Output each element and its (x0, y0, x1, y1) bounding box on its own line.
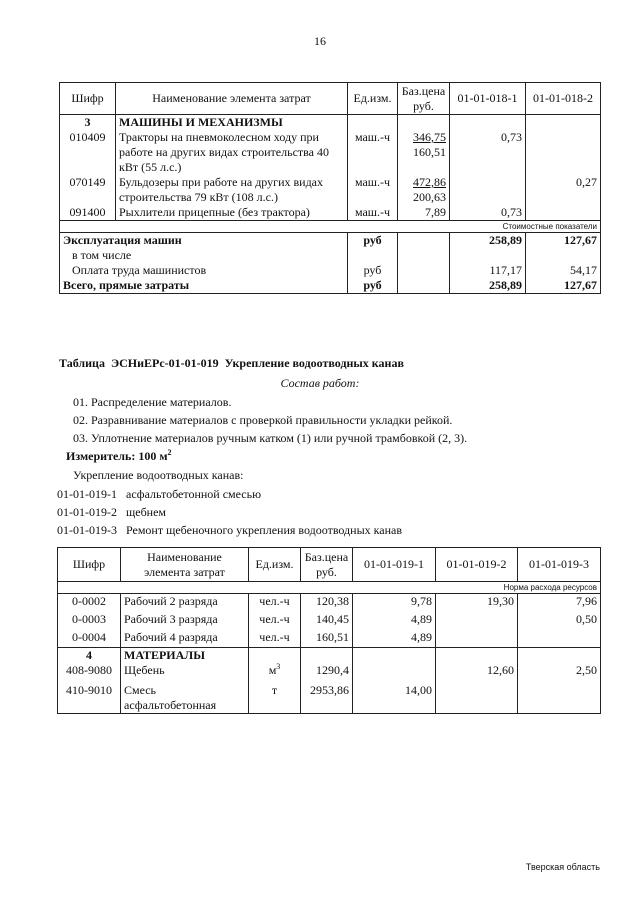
summary-value-1: 258,89 (450, 278, 526, 294)
header-col-2: 01-01-019-2 (436, 548, 518, 582)
row-value-1 (450, 175, 526, 205)
measure-sup: 2 (167, 448, 172, 457)
row-code: 0-0003 (58, 612, 121, 630)
row-price: 1290,4 (301, 663, 353, 683)
row-value-2 (526, 130, 601, 175)
row-value-2 (526, 205, 601, 221)
row-name: Бульдозеры при работе на других видах строительства 79 кВт (108 л.с.) (116, 175, 348, 205)
header-name: Наименование элемента затрат (116, 83, 348, 115)
table-header-row (60, 83, 601, 115)
row-value-3 (518, 683, 601, 714)
row-price (398, 175, 450, 205)
summary-name: Оплата труда машинистов (60, 263, 348, 278)
table-header-row (58, 548, 601, 582)
row-value-1: 0,73 (450, 205, 526, 221)
table-heading-prefix: Таблица (59, 356, 105, 370)
row-value-2 (436, 683, 518, 714)
row-unit: чел.-ч (249, 612, 301, 630)
summary-row (60, 248, 601, 263)
work-composition-title: Состав работ: (280, 376, 360, 390)
footer-region: Тверская область (525, 862, 600, 872)
table-heading-code: ЭСНиЕРс-01-01-019 (110, 356, 219, 370)
row-price (398, 130, 450, 175)
variant-line (57, 505, 166, 520)
row-value-1: 9,78 (353, 594, 436, 612)
row-code: 070149 (60, 175, 116, 205)
row-value-1: 4,89 (353, 630, 436, 648)
page-number: 16 (314, 34, 326, 48)
row-unit: чел.-ч (249, 630, 301, 648)
section-row (58, 648, 601, 664)
section-title: МАШИНЫ И МЕХАНИЗМЫ (116, 115, 348, 131)
section-title: МАТЕРИАЛЫ (121, 648, 249, 664)
variant-code: 01-01-019-1 (57, 487, 117, 501)
summary-name: Всего, прямые затраты (60, 278, 348, 294)
header-price: Баз.цена руб. (301, 548, 353, 582)
header-col-1: 01-01-018-1 (450, 83, 526, 115)
table-row (60, 175, 601, 205)
norm-label: Норма расхода ресурсов (58, 582, 601, 594)
row-value-1: 14,00 (353, 683, 436, 714)
row-code: 091400 (60, 205, 116, 221)
row-value-3 (518, 630, 601, 648)
row-value-3: 0,50 (518, 612, 601, 630)
row-value-3: 7,96 (518, 594, 601, 612)
variant-text: асфальтобетонной смесью (126, 487, 262, 501)
row-code: 0-0004 (58, 630, 121, 648)
table-row (58, 594, 601, 612)
work-item: 02. Разравнивание материалов с проверкой правильности укладки рейкой. (73, 413, 453, 427)
row-name: Рабочий 4 разряда (121, 630, 249, 648)
cost-indicators-label: Стоимостные показатели (60, 221, 601, 233)
row-unit (249, 663, 301, 683)
row-value-1: 0,73 (450, 130, 526, 175)
summary-unit: руб (348, 278, 398, 294)
section-number: 4 (58, 648, 121, 664)
summary-unit: руб (348, 263, 398, 278)
row-name: Щебень (121, 663, 249, 683)
summary-row (60, 278, 601, 294)
variant-text: Ремонт щебеночного укрепления водоотводных канав (126, 523, 403, 537)
header-col-3: 01-01-019-3 (518, 548, 601, 582)
variant-code: 01-01-019-3 (57, 523, 117, 537)
row-value-3: 2,50 (518, 663, 601, 683)
summary-unit: руб (348, 233, 398, 249)
unit-sup: 3 (276, 662, 281, 671)
row-value-2 (436, 630, 518, 648)
price-wage: 200,63 (413, 190, 446, 204)
row-name: Рабочий 3 разряда (121, 612, 249, 630)
row-code: 010409 (60, 130, 116, 175)
table-row (60, 130, 601, 175)
header-name: Наименование элемента затрат (121, 548, 249, 582)
row-unit: т (249, 683, 301, 714)
table-row (58, 630, 601, 648)
row-code: 410-9010 (58, 683, 121, 714)
variant-text: щебнем (126, 505, 167, 519)
summary-row (60, 233, 601, 249)
table-row (58, 683, 601, 714)
row-name: Рабочий 2 разряда (121, 594, 249, 612)
header-col-2: 01-01-018-2 (526, 83, 601, 115)
row-value-2 (436, 612, 518, 630)
summary-row (60, 263, 601, 278)
table-row (58, 612, 601, 630)
table-row (58, 663, 601, 683)
summary-value-2: 54,17 (526, 263, 601, 278)
work-item: 01. Распределение материалов. (73, 395, 232, 409)
price-base: 346,75 (413, 130, 446, 144)
header-code: Шифр (58, 548, 121, 582)
row-unit: чел.-ч (249, 594, 301, 612)
row-name: Рыхлители прицепные (без трактора) (116, 205, 348, 221)
cost-indicators-row (60, 221, 601, 233)
row-value-2: 0,27 (526, 175, 601, 205)
variant-code: 01-01-019-2 (57, 505, 117, 519)
machines-table (59, 82, 601, 294)
row-code: 408-9080 (58, 663, 121, 683)
subtitle: Укрепление водоотводных канав: (73, 468, 244, 482)
row-name: Смесь асфальтобетонная (121, 683, 249, 714)
row-value-2: 19,30 (436, 594, 518, 612)
row-price: 7,89 (398, 205, 450, 221)
row-unit: маш.-ч (348, 205, 398, 221)
section-number: 3 (60, 115, 116, 131)
price-wage: 160,51 (413, 145, 446, 159)
unit-text: м (268, 663, 277, 677)
header-price: Баз.цена руб. (398, 83, 450, 115)
measure-label: Измеритель: 100 м (66, 449, 168, 463)
norm-row (58, 582, 601, 594)
summary-value-2: 127,67 (526, 233, 601, 249)
row-unit: маш.-ч (348, 175, 398, 205)
header-unit: Ед.изм. (249, 548, 301, 582)
measure-unit (66, 449, 172, 464)
row-price: 120,38 (301, 594, 353, 612)
row-price: 160,51 (301, 630, 353, 648)
header-col-1: 01-01-019-1 (353, 548, 436, 582)
variant-line (57, 523, 402, 538)
summary-value-1: 117,17 (450, 263, 526, 278)
summary-value-2: 127,67 (526, 278, 601, 294)
summary-value-1: 258,89 (450, 233, 526, 249)
section-row (60, 115, 601, 131)
resources-table (57, 547, 601, 714)
summary-name: Эксплуатация машин (60, 233, 348, 249)
price-base: 472,86 (413, 175, 446, 189)
table-heading-title: Укрепление водоотводных канав (224, 356, 404, 370)
row-value-2: 12,60 (436, 663, 518, 683)
row-value-1 (353, 663, 436, 683)
summary-name: в том числе (60, 248, 348, 263)
row-value-1: 4,89 (353, 612, 436, 630)
row-price: 140,45 (301, 612, 353, 630)
work-item: 03. Уплотнение материалов ручным катком (1) или ручной трамбовкой (2, 3). (73, 431, 468, 445)
header-unit: Ед.изм. (348, 83, 398, 115)
variant-line (57, 487, 261, 502)
row-code: 0-0002 (58, 594, 121, 612)
row-name: Тракторы на пневмоколесном ходу при работе на других видах строительства 40 кВт (55 л.с.) (116, 130, 348, 175)
table-heading (59, 356, 404, 371)
header-code: Шифр (60, 83, 116, 115)
table-row (60, 205, 601, 221)
row-price: 2953,86 (301, 683, 353, 714)
row-unit: маш.-ч (348, 130, 398, 175)
